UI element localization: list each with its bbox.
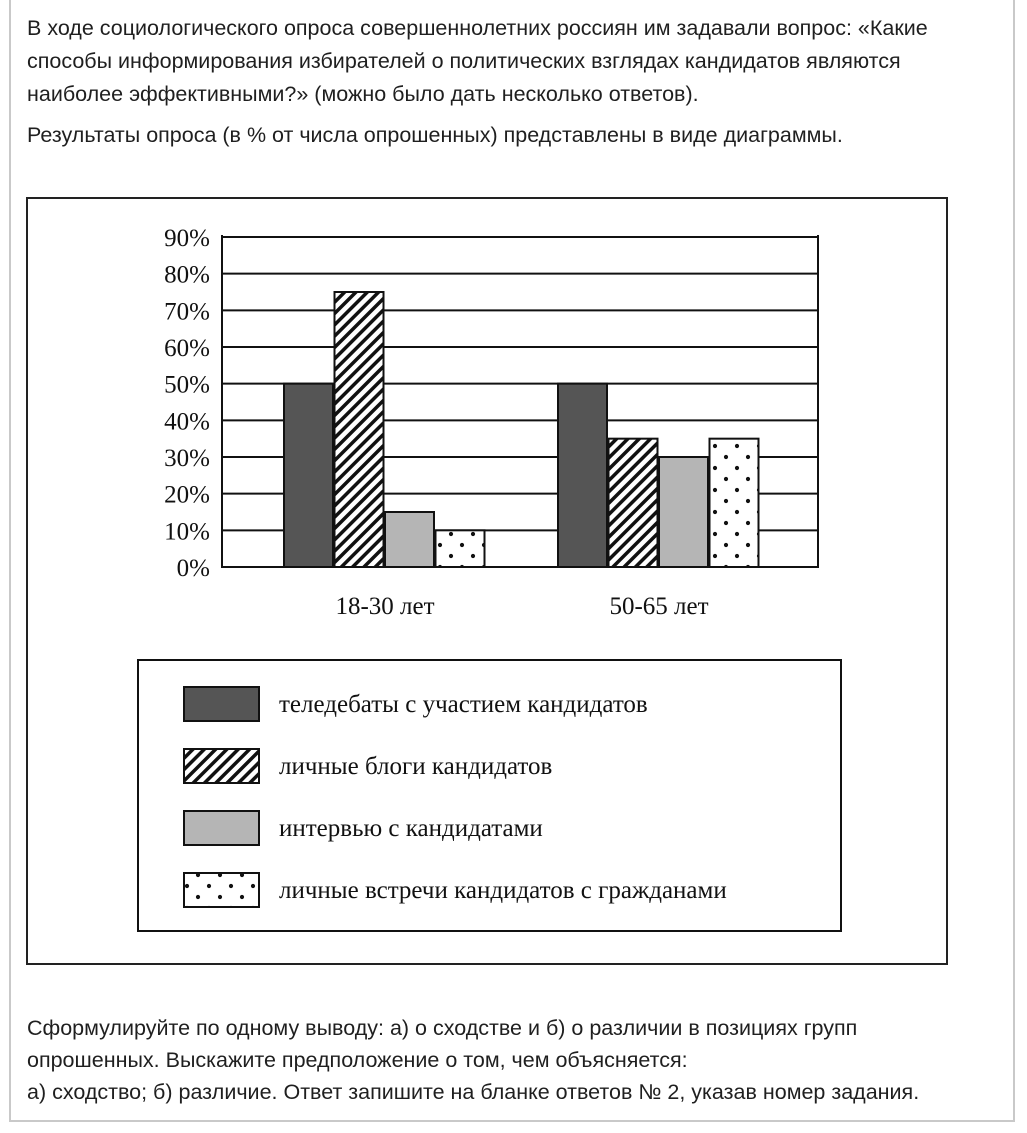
bar [436, 530, 485, 567]
bar [385, 512, 434, 567]
y-tick-label: 30% [164, 445, 210, 472]
y-tick-label: 0% [176, 555, 210, 582]
y-tick-label: 90% [164, 225, 210, 252]
bar-chart [28, 199, 946, 963]
legend-label: личные блоги кандидатов [279, 753, 553, 780]
task-line: Сформулируйте по одному выводу: а) о сходстве и б) о различии в позициях групп [27, 1016, 858, 1040]
bar [609, 439, 658, 567]
intro-line: наиболее эффективными?» (можно было дать несколько ответов). [27, 82, 699, 106]
legend-label: интервью с кандидатами [279, 815, 543, 842]
y-tick-label: 40% [164, 408, 210, 436]
y-tick-label: 10% [164, 518, 210, 546]
y-tick-label: 70% [164, 298, 210, 326]
x-category-label: 18-30 лет [335, 593, 435, 620]
legend-label: личные встречи кандидатов с гражданами [279, 877, 727, 904]
legend-swatch [184, 687, 259, 721]
intro-line: В ходе социологического опроса совершеннолетних россиян им задавали вопрос: «Какие [27, 16, 928, 40]
legend-label: теледебаты с участием кандидатов [279, 691, 648, 718]
bar [558, 384, 607, 567]
bar [710, 439, 759, 567]
bar [284, 384, 333, 567]
x-category-label: 50-65 лет [609, 593, 709, 620]
intro-line: способы информирования избирателей о политических взглядах кандидатов являются [27, 49, 901, 73]
task-line: опрошенных. Выскажите предположение о том, чем объясняется: [27, 1048, 688, 1072]
legend-swatch [184, 749, 259, 783]
question-intro [27, 12, 1007, 111]
y-tick-label: 80% [164, 261, 210, 289]
bar [335, 292, 384, 567]
results-note: Результаты опроса (в % от числа опрошенных) представлены в виде диаграммы. [27, 123, 843, 147]
y-tick-label: 60% [164, 335, 210, 362]
task-text [27, 1012, 1007, 1108]
y-tick-label: 50% [164, 371, 210, 399]
bar [659, 457, 708, 567]
chart-container [26, 197, 948, 965]
legend-swatch [184, 873, 259, 907]
legend-swatch [184, 811, 259, 845]
y-tick-label: 20% [164, 481, 210, 509]
task-line: а) сходство; б) различие. Ответ запишите на бланке ответов № 2, указав номер задания. [27, 1080, 920, 1104]
